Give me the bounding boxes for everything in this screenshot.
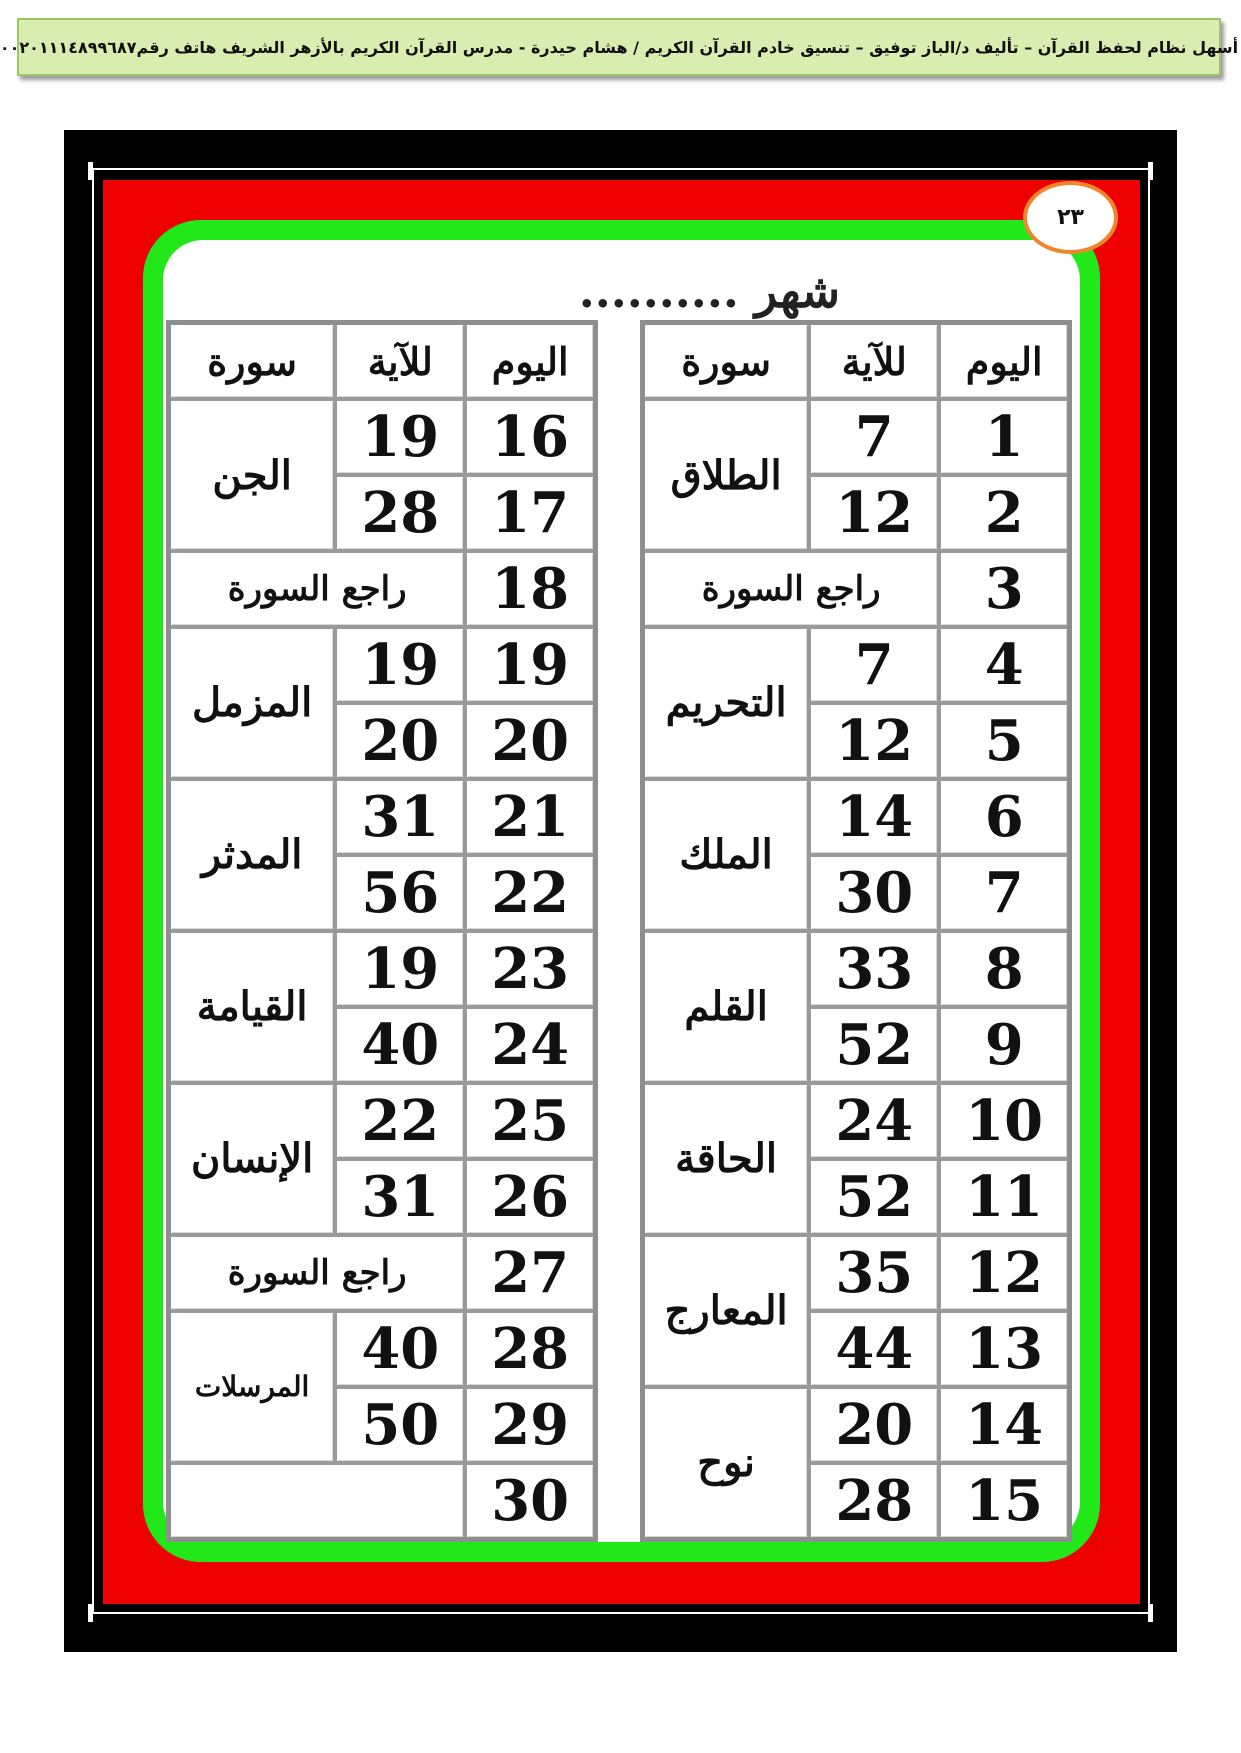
ayah-cell: 19 <box>335 627 465 703</box>
day-cell: 10 <box>939 1083 1069 1159</box>
ayah-cell: 28 <box>335 475 465 551</box>
header-row <box>169 323 596 400</box>
ayah-cell: 14 <box>809 779 939 855</box>
table-row <box>643 1083 1070 1159</box>
frame-tick <box>1148 162 1153 180</box>
day-cell: 6 <box>939 779 1069 855</box>
column-header-ayah: للآية <box>335 323 465 400</box>
header-row <box>643 323 1070 400</box>
table-row <box>643 1235 1070 1311</box>
table-row <box>643 551 1070 627</box>
frame-line-left <box>92 168 94 1614</box>
frame-tick <box>88 1604 93 1622</box>
day-cell: 26 <box>465 1159 595 1235</box>
day-cell: 14 <box>939 1387 1069 1463</box>
ayah-cell: 40 <box>335 1311 465 1387</box>
day-cell: 18 <box>465 551 595 627</box>
surah-cell: الإنسان <box>169 1083 336 1235</box>
column-header-day: اليوم <box>465 323 595 400</box>
surah-cell: القلم <box>643 931 810 1083</box>
day-cell: 1 <box>939 399 1069 475</box>
surah-cell: الملك <box>643 779 810 931</box>
table-row <box>643 627 1070 703</box>
day-cell: 13 <box>939 1311 1069 1387</box>
day-cell: 21 <box>465 779 595 855</box>
day-cell: 16 <box>465 399 595 475</box>
day-cell: 4 <box>939 627 1069 703</box>
day-cell: 27 <box>465 1235 595 1311</box>
page-number-badge <box>1023 181 1118 254</box>
ayah-cell: 20 <box>809 1387 939 1463</box>
table-row <box>643 931 1070 1007</box>
page-number: ٢٣ <box>1057 205 1084 230</box>
surah-cell: التحريم <box>643 627 810 779</box>
day-cell: 7 <box>939 855 1069 931</box>
day-cell: 19 <box>465 627 595 703</box>
ayah-cell: 40 <box>335 1007 465 1083</box>
table-row <box>643 399 1070 475</box>
surah-cell: المعارج <box>643 1235 810 1387</box>
ayah-cell: 20 <box>335 703 465 779</box>
ayah-cell: 12 <box>809 703 939 779</box>
ayah-cell: 35 <box>809 1235 939 1311</box>
ayah-cell: 44 <box>809 1311 939 1387</box>
surah-cell: الجن <box>169 399 336 551</box>
ayah-cell: 19 <box>335 399 465 475</box>
day-cell: 3 <box>939 551 1069 627</box>
column-header-ayah: للآية <box>809 323 939 400</box>
ayah-cell: 7 <box>809 399 939 475</box>
ayah-cell: 31 <box>335 779 465 855</box>
table-row <box>169 1235 596 1311</box>
day-cell: 29 <box>465 1387 595 1463</box>
frame-tick <box>1148 1604 1153 1622</box>
day-cell: 30 <box>465 1463 595 1540</box>
day-cell: 17 <box>465 475 595 551</box>
day-cell: 9 <box>939 1007 1069 1083</box>
day-cell: 8 <box>939 931 1069 1007</box>
ayah-cell: 30 <box>809 855 939 931</box>
ayah-cell: 7 <box>809 627 939 703</box>
review-cell: راجع السورة <box>169 551 466 627</box>
empty-cell <box>169 1463 466 1540</box>
surah-cell: المرسلات <box>169 1311 336 1463</box>
day-cell: 12 <box>939 1235 1069 1311</box>
table-row <box>169 627 596 703</box>
ayah-cell: 22 <box>335 1083 465 1159</box>
table-row <box>169 399 596 475</box>
day-cell: 24 <box>465 1007 595 1083</box>
ayah-cell: 33 <box>809 931 939 1007</box>
month-label: شهر .......... <box>578 264 840 318</box>
ayah-cell: 31 <box>335 1159 465 1235</box>
day-cell: 23 <box>465 931 595 1007</box>
day-cell: 22 <box>465 855 595 931</box>
ayah-cell: 52 <box>809 1159 939 1235</box>
table-row <box>169 779 596 855</box>
ayah-cell: 50 <box>335 1387 465 1463</box>
surah-cell: المزمل <box>169 627 336 779</box>
ayah-cell: 52 <box>809 1007 939 1083</box>
ayah-cell: 19 <box>335 931 465 1007</box>
column-header-day: اليوم <box>939 323 1069 400</box>
table-row <box>169 551 596 627</box>
schedule-table-left <box>166 320 598 1542</box>
day-cell: 11 <box>939 1159 1069 1235</box>
surah-cell: الطلاق <box>643 399 810 551</box>
surah-cell: نوح <box>643 1387 810 1540</box>
surah-cell: الحاقة <box>643 1083 810 1235</box>
review-cell: راجع السورة <box>643 551 940 627</box>
frame-line-bottom <box>88 1612 1152 1614</box>
month-title <box>370 248 840 318</box>
frame-tick <box>88 162 93 180</box>
table-row <box>169 1311 596 1387</box>
surah-cell: المدثر <box>169 779 336 931</box>
day-cell: 15 <box>939 1463 1069 1540</box>
frame-line-top <box>88 168 1152 170</box>
column-header-surah: سورة <box>169 323 336 400</box>
column-header-surah: سورة <box>643 323 810 400</box>
review-cell: راجع السورة <box>169 1235 466 1311</box>
page-header <box>0 18 1239 76</box>
table-row <box>643 779 1070 855</box>
ayah-cell: 12 <box>809 475 939 551</box>
ayah-cell: 56 <box>335 855 465 931</box>
ayah-cell: 24 <box>809 1083 939 1159</box>
schedule-table-right <box>640 320 1072 1542</box>
day-cell: 28 <box>465 1311 595 1387</box>
table-row <box>643 1387 1070 1463</box>
day-cell: 20 <box>465 703 595 779</box>
day-cell: 25 <box>465 1083 595 1159</box>
surah-cell: القيامة <box>169 931 336 1083</box>
day-cell: 5 <box>939 703 1069 779</box>
ayah-cell: 28 <box>809 1463 939 1540</box>
frame-line-right <box>1148 168 1150 1614</box>
header-text: أسهل نظام لحفظ القرآن – تأليف د/الباز توفيق – تنسيق خادم القرآن الكريم / هشام حيدرة - مدرس القرآن الكريم بالأزهر الشريف هاتف رقم٠٠٢٠١١١٤٨٩٩٦٨٧ <box>0 37 1239 57</box>
day-cell: 2 <box>939 475 1069 551</box>
table-row <box>169 1083 596 1159</box>
table-row <box>169 931 596 1007</box>
table-row <box>169 1463 596 1540</box>
